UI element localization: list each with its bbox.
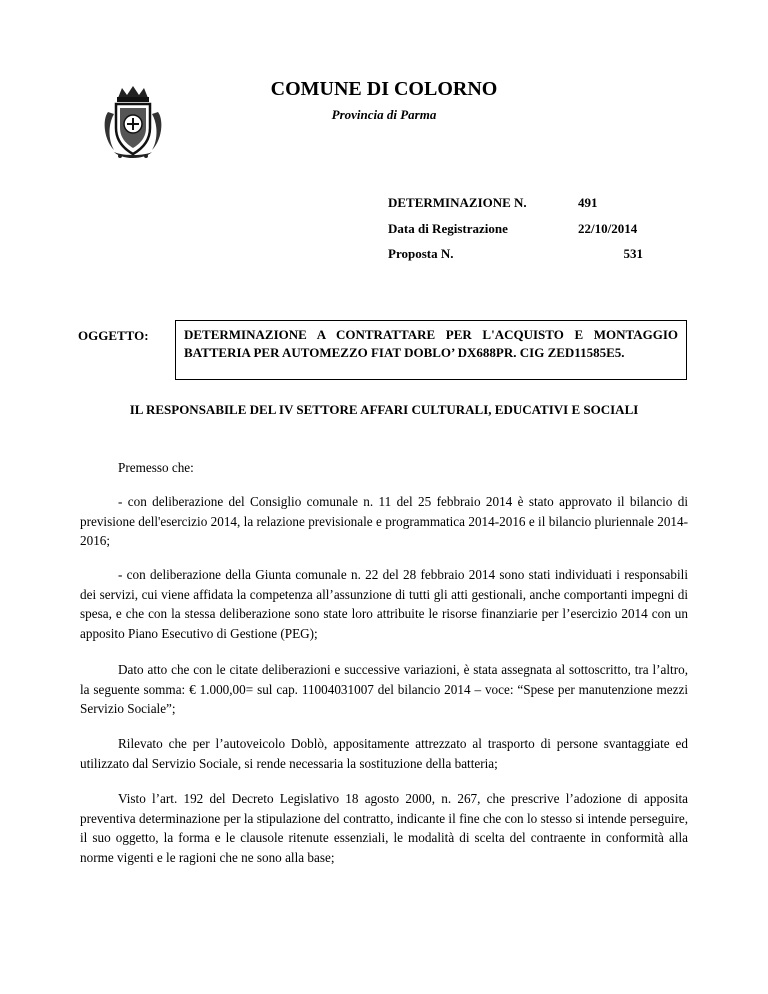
registration-date-value: 22/10/2014 (578, 221, 638, 236)
paragraph-2: - con deliberazione della Giunta comunale n. 22 del 28 febbraio 2014 sono stati individuati i responsabili dei servizi, cui viene affidata la competenza all’assunzione di tutti gli atti gestionali, anche comportanti impegni di spesa, e che con la stessa deliberazione sono state loro attribuite le risorse finanziarie per l’esercizio 2014 con un apposito Piano Esecutivo di Gestione (PEG); (80, 567, 688, 641)
determinazione-number: 491 (578, 195, 598, 210)
registration-date-label: Data di Registrazione (388, 221, 508, 236)
paragraph-3: Dato atto che con le citate deliberazioni e successive variazioni, è stata assegnata al sottoscritto, tra l’altro, la seguente somma: € 1.000,00= sul cap. 11004031007 del bilancio 2014 – voce: “Spese per manutenzione mezzi Servizio Sociale”; (80, 662, 688, 716)
proposal-label: Proposta N. (388, 246, 454, 261)
proposal-number: 531 (623, 246, 643, 261)
premesso-paragraph: Premesso che: (118, 460, 194, 475)
paragraph-1: - con deliberazione del Consiglio comunale n. 11 del 25 febbraio 2014 è stato approvato il bilancio di previsione dell'esercizio 2014, la relazione previsionale e programmatica 2014-2016 e il bilancio pluriennale 2014-2016; (80, 494, 688, 548)
subject-label: OGGETTO: (78, 328, 149, 343)
page-title: COMUNE DI COLORNO (270, 78, 498, 100)
paragraph-4: Rilevato che per l’autoveicolo Doblò, appositamente attrezzato al trasporto di persone svantaggiate ed utilizzato dal Servizio Sociale, si rende necessaria la sostituzione della batteria; (80, 736, 688, 771)
responsible-heading: IL RESPONSABILE DEL IV SETTORE AFFARI CULTURALI, EDUCATIVI E SOCIALI (129, 402, 639, 417)
province-subtitle: Provincia di Parma (331, 107, 437, 122)
determinazione-label: DETERMINAZIONE N. (388, 195, 527, 210)
subject-box: DETERMINAZIONE A CONTRATTARE PER L'ACQUISTO E MONTAGGIO BATTERIA PER AUTOMEZZO FIAT DOBLO’ DX688PR. CIG ZED11585E5. (175, 320, 687, 380)
paragraph-5: Visto l’art. 192 del Decreto Legislativo 18 agosto 2000, n. 267, che prescrive l’adozione di apposita preventiva determinazione per la stipulazione del contratto, indicante il fine che con lo stesso si intende perseguire, il suo oggetto, la forma e le clausole ritenute essenziali, le modalità di scelta del contraente in conformità alla norme vigenti e le ragioni che ne sono alla base; (80, 791, 688, 865)
